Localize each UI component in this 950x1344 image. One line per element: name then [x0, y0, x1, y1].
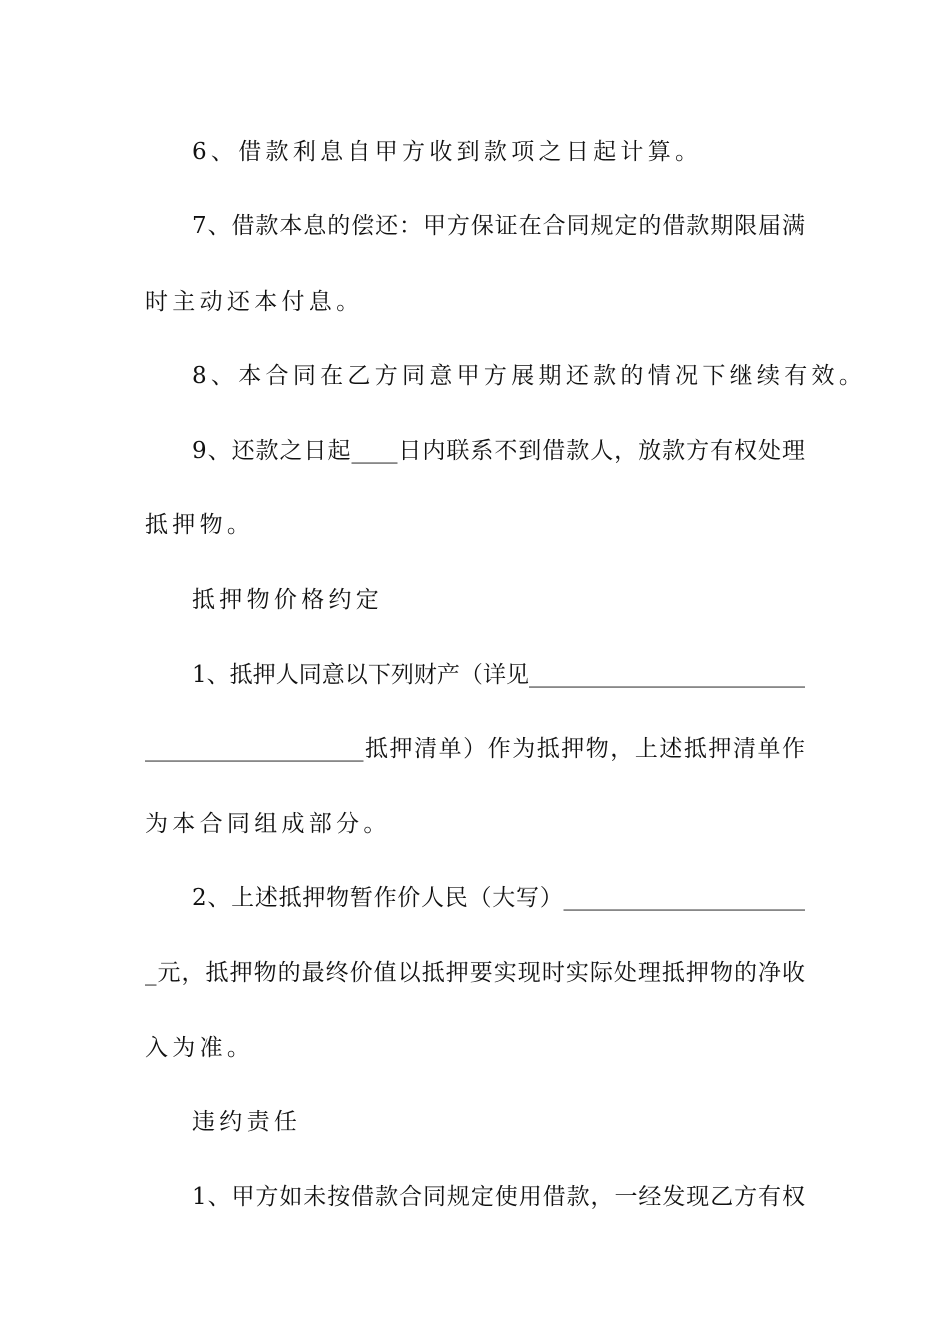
collateral-clause-1-line-3: 为本合同组成部分。 — [145, 811, 391, 837]
clause-7-line-1: 7、借款本息的偿还：甲方保证在合同规定的借款期限届满 — [192, 213, 805, 239]
collateral-clause-1-line-1: 1、抵押人同意以下列财产（详见________________________ — [192, 662, 805, 688]
clause-7-line-2: 时主动还本付息。 — [145, 289, 364, 315]
collateral-clause-1-line-2: ___________________抵押清单）作为抵押物，上述抵押清单作 — [145, 736, 805, 762]
liability-clause-1-line-1: 1、甲方如未按借款合同规定使用借款，一经发现乙方有权 — [192, 1184, 805, 1210]
section-heading-liability: 违约责任 — [192, 1109, 302, 1135]
clause-9-line-2: 抵押物。 — [145, 512, 255, 538]
clause-6-line: 6、借款利息自甲方收到款项之日起计算。 — [192, 139, 703, 165]
clause-9-line-1: 9、还款之日起____日内联系不到借款人，放款方有权处理 — [192, 438, 805, 464]
clause-8-line: 8、本合同在乙方同意甲方展期还款的情况下继续有效。 — [192, 363, 867, 389]
collateral-clause-2-line-3: 入为准。 — [145, 1035, 255, 1061]
section-heading-collateral-price: 抵押物价格约定 — [192, 587, 384, 613]
collateral-clause-2-line-1: 2、上述抵押物暂作价人民（大写）_____________________ — [192, 885, 805, 911]
collateral-clause-2-line-2: _元，抵押物的最终价值以抵押要实现时实际处理抵押物的净收 — [145, 960, 805, 986]
